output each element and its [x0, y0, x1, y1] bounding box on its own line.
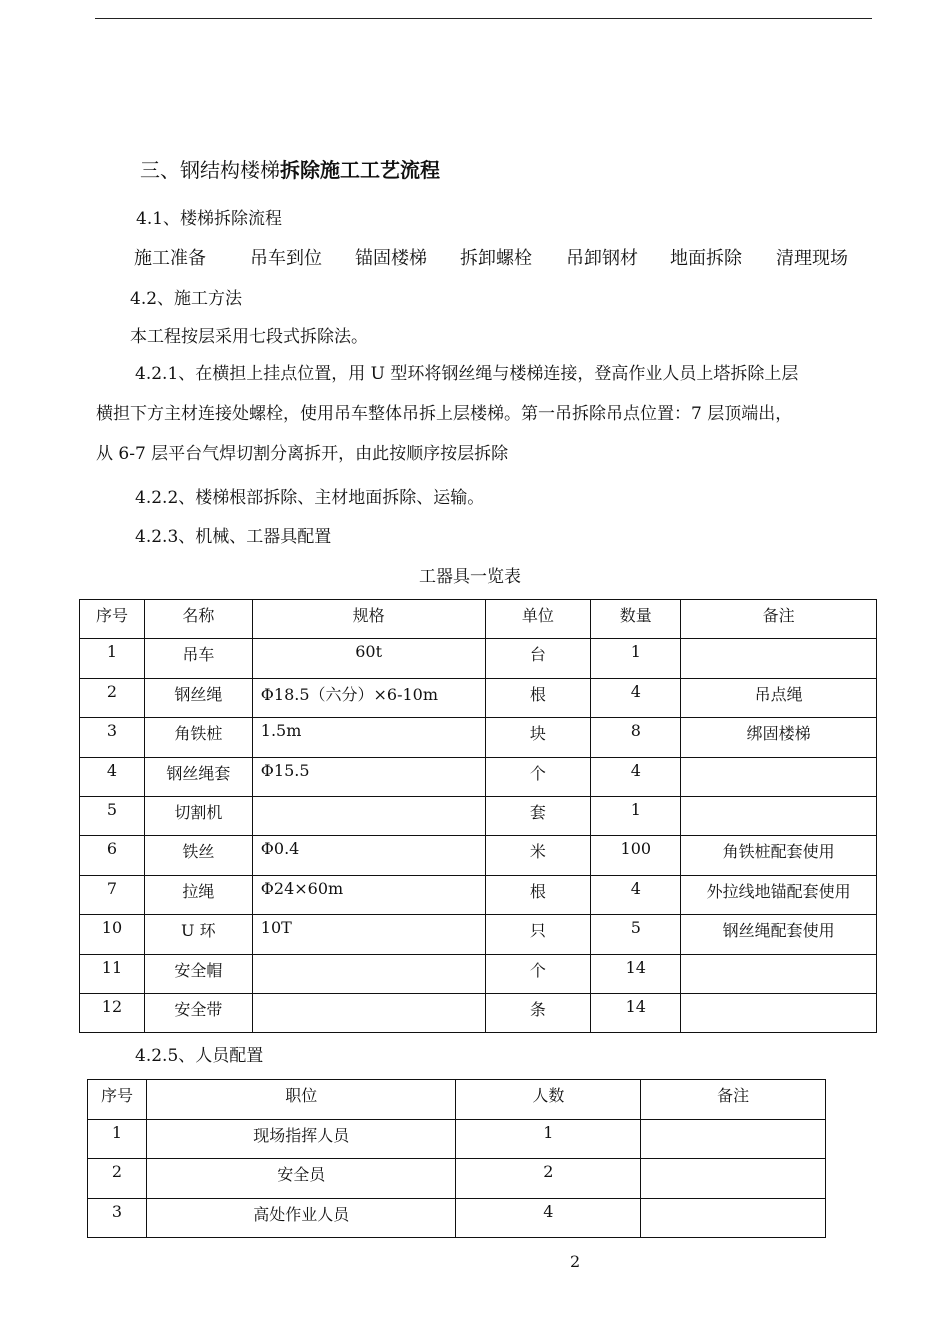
table-row — [80, 718, 877, 757]
subsection-4-2-title: 4.2、施工方法 — [130, 289, 243, 309]
table-cell — [681, 639, 877, 678]
table-cell: 安全帽 — [144, 954, 252, 993]
table-row — [80, 678, 877, 717]
table-cell: 现场指挥人员 — [146, 1119, 456, 1159]
table-cell: 1 — [591, 639, 681, 678]
table-cell: 外拉线地锚配套使用 — [681, 875, 877, 914]
table-cell: 吊车 — [144, 639, 252, 678]
flow-step: 施工准备 — [134, 248, 206, 269]
table-cell: 60t — [252, 639, 485, 678]
table-cell: 3 — [88, 1198, 147, 1238]
table-header-row — [80, 600, 877, 639]
table-cell: 5 — [591, 915, 681, 954]
header-cell: 规格 — [252, 600, 485, 639]
table-cell: 11 — [80, 954, 145, 993]
table-cell: 2 — [80, 678, 145, 717]
table-cell: 5 — [80, 796, 145, 835]
table-cell — [681, 796, 877, 835]
table-cell: 台 — [485, 639, 591, 678]
table-cell: 100 — [591, 836, 681, 875]
table-cell: 吊点绳 — [681, 678, 877, 717]
table-cell: 角铁桩 — [144, 718, 252, 757]
table-cell — [681, 954, 877, 993]
header-cell: 备注 — [641, 1080, 826, 1120]
header-cell: 序号 — [88, 1080, 147, 1120]
table-row — [80, 993, 877, 1032]
header-cell: 人数 — [456, 1080, 641, 1120]
table-cell — [252, 993, 485, 1032]
table-cell: 1.5m — [252, 718, 485, 757]
table-cell: 绑固楼梯 — [681, 718, 877, 757]
table-row — [88, 1159, 826, 1199]
header-cell: 名称 — [144, 600, 252, 639]
flow-step: 吊车到位 — [250, 248, 322, 269]
table-cell — [681, 757, 877, 796]
table-cell: 4 — [591, 678, 681, 717]
flow-step: 地面拆除 — [670, 248, 742, 269]
table-cell: 只 — [485, 915, 591, 954]
table-row — [80, 954, 877, 993]
flow-step: 清理现场 — [776, 248, 848, 269]
table-cell: 1 — [591, 796, 681, 835]
flow-step: 锚固楼梯 — [355, 248, 427, 269]
table-cell: 2 — [456, 1159, 641, 1199]
subsection-4-1-title: 4.1、楼梯拆除流程 — [136, 209, 283, 229]
table-row — [80, 639, 877, 678]
table-row — [80, 875, 877, 914]
table-row — [88, 1198, 826, 1238]
tools-table-caption: 工器具一览表 — [419, 567, 521, 587]
table-cell — [252, 796, 485, 835]
table-cell — [641, 1159, 826, 1199]
table-cell — [641, 1198, 826, 1238]
table-cell — [681, 993, 877, 1032]
table-cell: 钢丝绳套 — [144, 757, 252, 796]
table-cell: Φ18.5（六分）×6-10m — [252, 678, 485, 717]
table-cell: 角铁桩配套使用 — [681, 836, 877, 875]
table-cell: 14 — [591, 993, 681, 1032]
table-cell: 6 — [80, 836, 145, 875]
table-row — [88, 1119, 826, 1159]
table-cell: 个 — [485, 757, 591, 796]
table-cell: Φ15.5 — [252, 757, 485, 796]
table-cell: 10 — [80, 915, 145, 954]
table-cell: 切割机 — [144, 796, 252, 835]
staff-table — [87, 1079, 826, 1238]
table-cell: Φ0.4 — [252, 836, 485, 875]
table-cell: 2 — [88, 1159, 147, 1199]
header-cell: 备注 — [681, 600, 877, 639]
table-cell: 高处作业人员 — [146, 1198, 456, 1238]
paragraph-4-2-1-line1: 4.2.1、在横担上挂点位置，用 U 型环将钢丝绳与楼梯连接，登高作业人员上塔拆除上层 — [135, 364, 799, 384]
table-cell: 4 — [80, 757, 145, 796]
paragraph-4-2-3: 4.2.3、机械、工器具配置 — [135, 527, 332, 547]
table-cell: 1 — [456, 1119, 641, 1159]
header-cell: 单位 — [485, 600, 591, 639]
table-cell: U 环 — [144, 915, 252, 954]
flow-step: 吊卸钢材 — [566, 248, 638, 269]
table-cell: 8 — [591, 718, 681, 757]
table-cell: 7 — [80, 875, 145, 914]
header-cell: 职位 — [146, 1080, 456, 1120]
header-cell: 序号 — [80, 600, 145, 639]
table-row — [80, 836, 877, 875]
table-row — [80, 796, 877, 835]
table-cell: 1 — [80, 639, 145, 678]
table-cell: 根 — [485, 678, 591, 717]
table-cell: 米 — [485, 836, 591, 875]
table-cell: 拉绳 — [144, 875, 252, 914]
tools-table — [79, 599, 877, 1033]
table-cell: 10T — [252, 915, 485, 954]
table-cell — [641, 1119, 826, 1159]
table-cell: 条 — [485, 993, 591, 1032]
header-rule — [95, 18, 872, 19]
table-cell: 14 — [591, 954, 681, 993]
table-cell: 4 — [591, 757, 681, 796]
table-cell: 安全员 — [146, 1159, 456, 1199]
table-cell: 钢丝绳 — [144, 678, 252, 717]
section-heading: 三、钢结构楼梯拆除施工工艺流程 — [140, 158, 440, 182]
paragraph-4-2-2: 4.2.2、楼梯根部拆除、主材地面拆除、运输。 — [135, 488, 485, 508]
table-cell: 钢丝绳配套使用 — [681, 915, 877, 954]
table-cell: 4 — [591, 875, 681, 914]
paragraph-4-2-5: 4.2.5、人员配置 — [135, 1046, 264, 1066]
table-cell: 个 — [485, 954, 591, 993]
table-cell: 3 — [80, 718, 145, 757]
table-cell — [252, 954, 485, 993]
table-cell: 块 — [485, 718, 591, 757]
table-cell: 1 — [88, 1119, 147, 1159]
header-cell: 数量 — [591, 600, 681, 639]
process-flow — [0, 244, 950, 270]
method-text: 本工程按层采用七段式拆除法。 — [130, 327, 368, 347]
paragraph-4-2-1-line3: 从 6-7 层平台气焊切割分离拆开，由此按顺序按层拆除 — [96, 444, 509, 464]
table-cell: 铁丝 — [144, 836, 252, 875]
flow-step: 拆卸螺栓 — [460, 248, 532, 269]
table-cell: 安全带 — [144, 993, 252, 1032]
paragraph-4-2-1-line2: 横担下方主材连接处螺栓，使用吊车整体吊拆上层楼梯。第一吊拆除吊点位置：7 层顶端出， — [96, 404, 793, 424]
table-cell: 套 — [485, 796, 591, 835]
page-number: 2 — [570, 1252, 581, 1271]
table-row — [80, 757, 877, 796]
table-row — [80, 915, 877, 954]
table-cell: 4 — [456, 1198, 641, 1238]
table-cell: 根 — [485, 875, 591, 914]
table-header-row — [88, 1080, 826, 1120]
table-cell: 12 — [80, 993, 145, 1032]
table-cell: Φ24×60m — [252, 875, 485, 914]
